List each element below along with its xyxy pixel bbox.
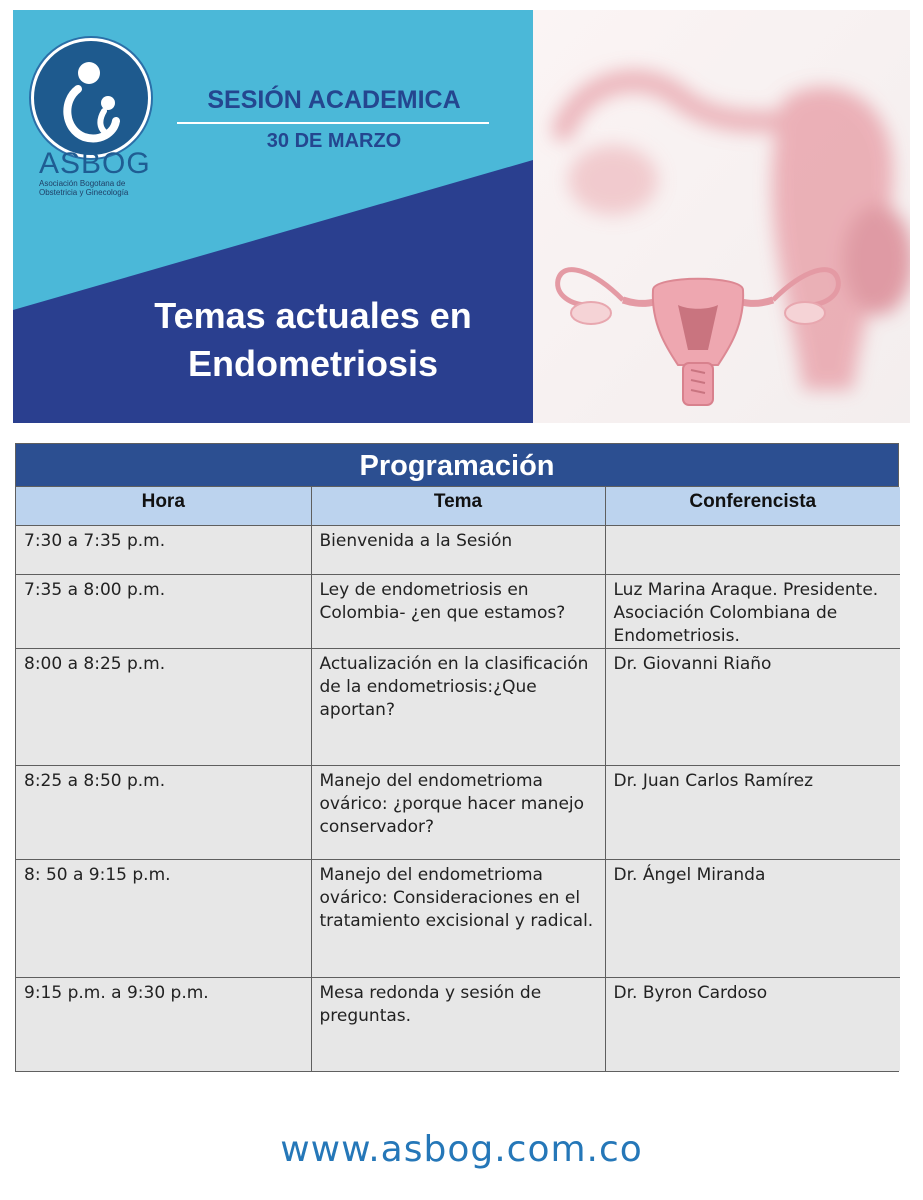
asbog-logo-icon	[31, 38, 151, 158]
session-date: 30 DE MARZO	[266, 130, 402, 152]
topic-line-1: Temas actuales en	[154, 295, 472, 336]
table-row	[16, 977, 900, 1071]
program-table	[15, 443, 899, 1072]
table-row	[16, 574, 900, 648]
logo-wordmark: ASBOG	[39, 147, 151, 180]
row-time: 8:25 a 8:50 p.m.	[16, 765, 311, 859]
table-row	[16, 648, 900, 765]
row-topic: Bienvenida a la Sesión	[311, 525, 605, 574]
session-title: SESIÓN ACADEMICA	[207, 86, 461, 114]
topic-title	[113, 292, 513, 388]
row-topic: Ley de endometriosis en Colombia- ¿en que estamos?	[311, 574, 605, 648]
row-speaker: Dr. Juan Carlos Ramírez	[605, 765, 900, 859]
table-row	[16, 525, 900, 574]
event-banner	[13, 10, 533, 423]
row-topic: Mesa redonda y sesión de preguntas.	[311, 977, 605, 1071]
program-title: Programación	[16, 444, 898, 487]
row-speaker	[605, 525, 900, 574]
row-speaker: Dr. Giovanni Riaño	[605, 648, 900, 765]
uterus-illustration	[533, 10, 910, 423]
row-time: 8: 50 a 9:15 p.m.	[16, 859, 311, 977]
header-tema: Tema	[311, 487, 605, 525]
table-row	[16, 859, 900, 977]
row-speaker: Luz Marina Araque. Presidente. Asociación Colombiana de Endometriosis.	[605, 574, 900, 648]
header-conferencista: Conferencista	[605, 487, 900, 525]
table-header-row	[16, 487, 900, 525]
title-divider	[177, 122, 489, 124]
row-topic: Actualización en la clasificación de la endometriosis:¿Que aportan?	[311, 648, 605, 765]
row-time: 7:30 a 7:35 p.m.	[16, 525, 311, 574]
header-hora: Hora	[16, 487, 311, 525]
schedule-table	[16, 487, 900, 1071]
row-time: 9:15 p.m. a 9:30 p.m.	[16, 977, 311, 1071]
logo-subtitle: Asociación Bogotana de Obstetricia y Ginecología	[39, 179, 129, 197]
row-speaker: Dr. Byron Cardoso	[605, 977, 900, 1071]
row-speaker: Dr. Ángel Miranda	[605, 859, 900, 977]
table-row	[16, 765, 900, 859]
row-time: 7:35 a 8:00 p.m.	[16, 574, 311, 648]
topic-line-2: Endometriosis	[187, 343, 439, 384]
website-link[interactable]: www.asbog.com.co	[280, 1129, 643, 1170]
row-topic: Manejo del endometrioma ovárico: Consideraciones en el tratamiento excisional y radical.	[311, 859, 605, 977]
row-time: 8:00 a 8:25 p.m.	[16, 648, 311, 765]
row-topic: Manejo del endometrioma ovárico: ¿porque hacer manejo conservador?	[311, 765, 605, 859]
